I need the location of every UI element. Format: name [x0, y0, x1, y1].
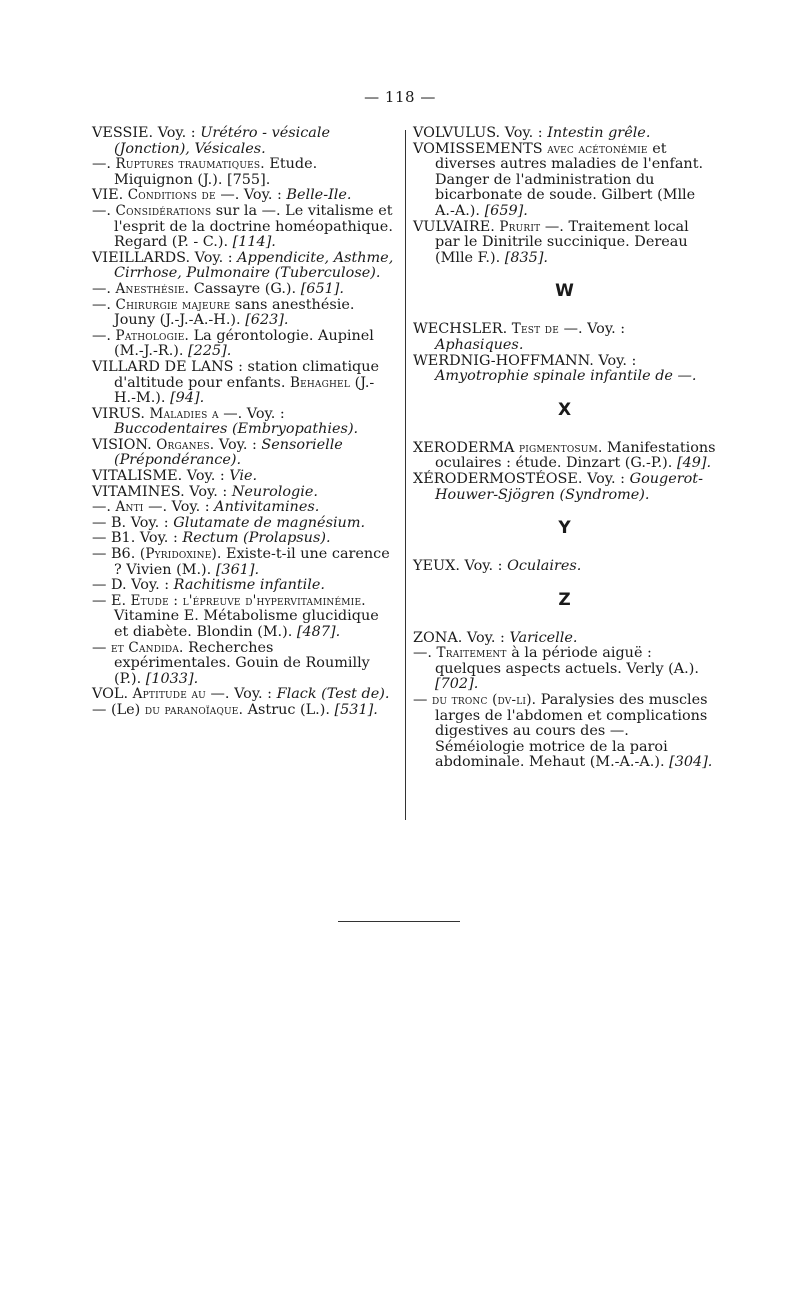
index-entry [92, 157, 394, 188]
entry-text: Vitamine E. Métabolisme glucidique et diabète. Blondin (M.). [114, 592, 384, 640]
index-entry [92, 469, 394, 485]
entry-lead: VIE. [92, 187, 128, 204]
entry-lead: VULVAIRE. [413, 218, 500, 235]
entry-text: Voy. : [214, 436, 262, 453]
entry-lead: —. [92, 296, 116, 313]
entry-reference: [487]. [296, 624, 341, 640]
entry-smallcaps: Prurit [499, 218, 541, 235]
index-entry [413, 126, 716, 142]
entry-smallcaps: avec acétonémie [547, 140, 648, 157]
right-column [413, 125, 721, 771]
index-entry [413, 142, 716, 220]
entry-lead: VESSIE. Voy. : [92, 125, 201, 141]
entry-reference: Buccodentaires (Embryopathies). [114, 421, 359, 438]
entry-reference: [114]. [232, 234, 276, 251]
entry-smallcaps: (Pyridoxine). [139, 546, 222, 563]
entry-text: Manifestations oculaires : étude. Dinzart (G.-P.). [435, 439, 721, 472]
entry-italic: Neurologie. [231, 483, 318, 500]
entry-lead: —. [92, 202, 116, 219]
index-entry [92, 703, 394, 719]
entry-lead: — D. Voy. : [92, 577, 174, 594]
entry-lead: VOMISSEMENTS [413, 140, 548, 157]
entry-lead: —. [92, 327, 116, 344]
entry-smallcaps: Chirurgie majeure [115, 296, 231, 313]
entry-reference: [651]. [300, 280, 344, 297]
entry-smallcaps: Pathologie. [115, 327, 190, 344]
entry-reference: [659]. [484, 202, 528, 219]
entry-italic: Rectum (Prolapsus). [182, 530, 331, 547]
index-entry [92, 329, 394, 360]
entry-reference: [361]. [215, 561, 260, 578]
entry-lead: VITAMINES. Voy. : [92, 483, 232, 500]
index-entry [413, 439, 721, 472]
entry-text: Astruc (L.). [243, 701, 335, 718]
entry-smallcaps: Aptitude au [132, 686, 206, 703]
entry-smallcaps: Test de [511, 321, 559, 338]
entry-lead: — (Le) [92, 701, 145, 718]
index-entry [92, 202, 398, 251]
index-entry [92, 282, 394, 298]
letter-heading-x: X [557, 399, 572, 420]
letter-heading-z: Z [558, 589, 571, 610]
entry-text: Paralysies des muscles larges de l'abdomen et complications digestives au cours des —. Séméiologie motrice de la paroi abdominale. Mehaut (M.-A.-A.). [435, 692, 713, 771]
entry-smallcaps: Anti [115, 499, 144, 516]
index-entry [413, 472, 716, 503]
entry-lead: XERODERMA [413, 439, 519, 456]
entry-lead: ZONA. Voy. : [413, 629, 510, 646]
entry-lead: VOL. [92, 686, 133, 703]
entry-text: La gérontologie. Aupinel (M.-J.-R.). [114, 327, 379, 360]
index-entry [92, 578, 394, 594]
entry-italic: Varicelle. [509, 629, 578, 646]
entry-text: Cassayre (G.). [189, 280, 301, 297]
entry-lead: — [413, 692, 432, 709]
entry-reference: [304]. [669, 754, 713, 771]
index-entry [92, 687, 394, 703]
entry-lead: XÉRODERMOSTÉOSE. Voy. : [413, 470, 630, 487]
entry-text: sur la —. Le vitalisme et l'esprit de la doctrine homéopathique. Regard (P. - C.). [114, 202, 398, 251]
entry-text: sans anesthésie. Jouny (J.-J.-A.-H.). [114, 296, 359, 329]
index-entry [92, 500, 394, 516]
entry-reference: [623]. [245, 312, 289, 329]
entry-lead: VISION. [92, 436, 157, 453]
entry-smallcaps: Organes. [156, 436, 215, 453]
entry-smallcaps: pigmentosum. [518, 439, 603, 456]
entry-lead: YEUX. Voy. : [413, 558, 508, 575]
index-entry [92, 516, 394, 532]
entry-lead: VIEILLARDS. Voy. : [92, 249, 238, 266]
entry-lead: — B1. Voy. : [92, 530, 183, 547]
entry-text: à la période aiguë : quelques aspects actuels. Verly (A.). [435, 645, 704, 677]
entry-reference: [1033]. [145, 670, 199, 687]
entry-lead: —. [92, 156, 116, 173]
entry-lead: VITALISME. Voy. : [92, 468, 230, 485]
page-number: — 118 — [364, 88, 436, 106]
index-entry [413, 693, 716, 771]
entry-lead: WECHSLER. [413, 321, 512, 338]
column-divider [405, 130, 406, 820]
index-entry [92, 126, 394, 157]
entry-reference: [49]. [676, 455, 712, 472]
entry-lead: — E. [92, 592, 131, 609]
entry-lead: —. [413, 645, 437, 662]
index-entry [92, 547, 394, 578]
entry-lead: VOLVULUS. Voy. : [413, 125, 548, 141]
index-entry [413, 631, 716, 647]
entry-smallcaps: du tronc (dv-li). [431, 692, 537, 709]
entry-lead: — B. Voy. : [92, 514, 174, 531]
entry-lead: —. [92, 499, 116, 516]
letter-heading-w: W [555, 281, 574, 302]
index-entry [413, 559, 716, 575]
entry-text: —. Voy. : [559, 321, 630, 338]
entry-text: —. Traitement local par le Dinitrile succinique. Dereau (Mlle F.). [435, 218, 694, 266]
entry-text: et diverses autres maladies de l'enfant. Danger de l'administration du bicarbonate de soude. Gilbert (Mlle A.-A.). [435, 140, 708, 219]
entry-text: —. Voy. : [218, 405, 290, 422]
entry-smallcaps: et Candida. [110, 639, 184, 656]
entry-reference: [835]. [504, 249, 549, 266]
entry-lead: VIRUS. [92, 405, 150, 422]
entry-smallcaps: Conditions de [127, 187, 216, 204]
entry-italic: Intestin grêle. [547, 125, 651, 141]
index-entry [92, 407, 394, 438]
index-entry [92, 641, 394, 688]
entry-reference: [702]. [435, 676, 479, 693]
entry-lead: VILLARD DE LANS : station climatique d'altitude pour enfants. [92, 358, 384, 391]
entry-reference: [94]. [170, 390, 205, 407]
entry-reference: [531]. [334, 701, 378, 718]
entry-italic: Gougerot-Houwer-Sjögren (Syndrome). [435, 470, 703, 503]
entry-italic: Oculaires. [507, 558, 582, 575]
entry-smallcaps: Traitement [436, 645, 507, 662]
index-entry [92, 298, 394, 329]
entry-smallcaps: du paranoïaque. [144, 701, 244, 718]
index-entry [413, 354, 716, 385]
entry-text: —. Voy. : [205, 686, 277, 703]
end-rule [338, 921, 460, 922]
entry-text: Recherches expérimentales. Gouin de Roumilly (P.). [114, 639, 375, 687]
entry-lead: — B6. [92, 546, 140, 563]
entry-smallcaps: Maladies a [149, 405, 219, 422]
entry-smallcaps: Behaghel [289, 374, 350, 391]
entry-text: (J.-H.-M.). [114, 374, 375, 407]
index-entry [92, 360, 394, 407]
index-entry [92, 188, 394, 204]
entry-lead: — [92, 639, 111, 656]
index-entry [92, 485, 394, 501]
entry-text: Etude. Miquignon (J.). [755]. [114, 156, 322, 188]
entry-smallcaps: Considérations [115, 202, 212, 219]
left-column [92, 125, 398, 719]
entry-italic: Rachitisme infantile. [173, 577, 325, 594]
entry-text: —. Voy. : [215, 187, 287, 204]
entry-italic: Vie. [229, 468, 258, 485]
entry-text: —. Voy. : [143, 499, 215, 516]
index-entry [92, 531, 394, 547]
entry-reference: Sensorielle (Prépondérance). [114, 436, 343, 469]
index-entry [92, 594, 394, 641]
entry-reference: Aphasiques. [435, 336, 524, 353]
index-entry [413, 220, 716, 267]
entry-italic: Appendicite, Asthme, Cirrhose, Pulmonaire (Tuberculose). [114, 249, 394, 282]
letter-heading-y: Y [558, 518, 571, 539]
entry-smallcaps: Anesthésie. [115, 280, 190, 297]
entry-reference: Flack (Test de). [276, 686, 390, 703]
index-entry [92, 251, 394, 282]
index-entry [92, 438, 394, 469]
entry-smallcaps: Etude : l'épreuve d'hypervitaminémie. [130, 592, 366, 609]
index-entry [413, 646, 716, 693]
entry-italic: Amyotrophie spinale infantile de —. [435, 368, 697, 385]
entry-lead: —. [92, 280, 116, 297]
entry-text: Existe-t-il une carence ? Vivien (M.). [114, 546, 395, 578]
entry-reference: Antivitamines. [214, 499, 320, 516]
entry-lead: WERDNIG-HOFFMANN. Voy. : [413, 352, 641, 369]
entry-smallcaps: Ruptures traumatiques. [115, 156, 265, 173]
index-entry [413, 322, 716, 353]
entry-italic: Urétéro - vésicale (Jonction), Vésicales. [114, 125, 331, 157]
entry-reference: [225]. [188, 343, 232, 360]
entry-italic: Glutamate de magnésium. [173, 514, 366, 531]
entry-reference: Belle-Ile. [286, 187, 352, 204]
